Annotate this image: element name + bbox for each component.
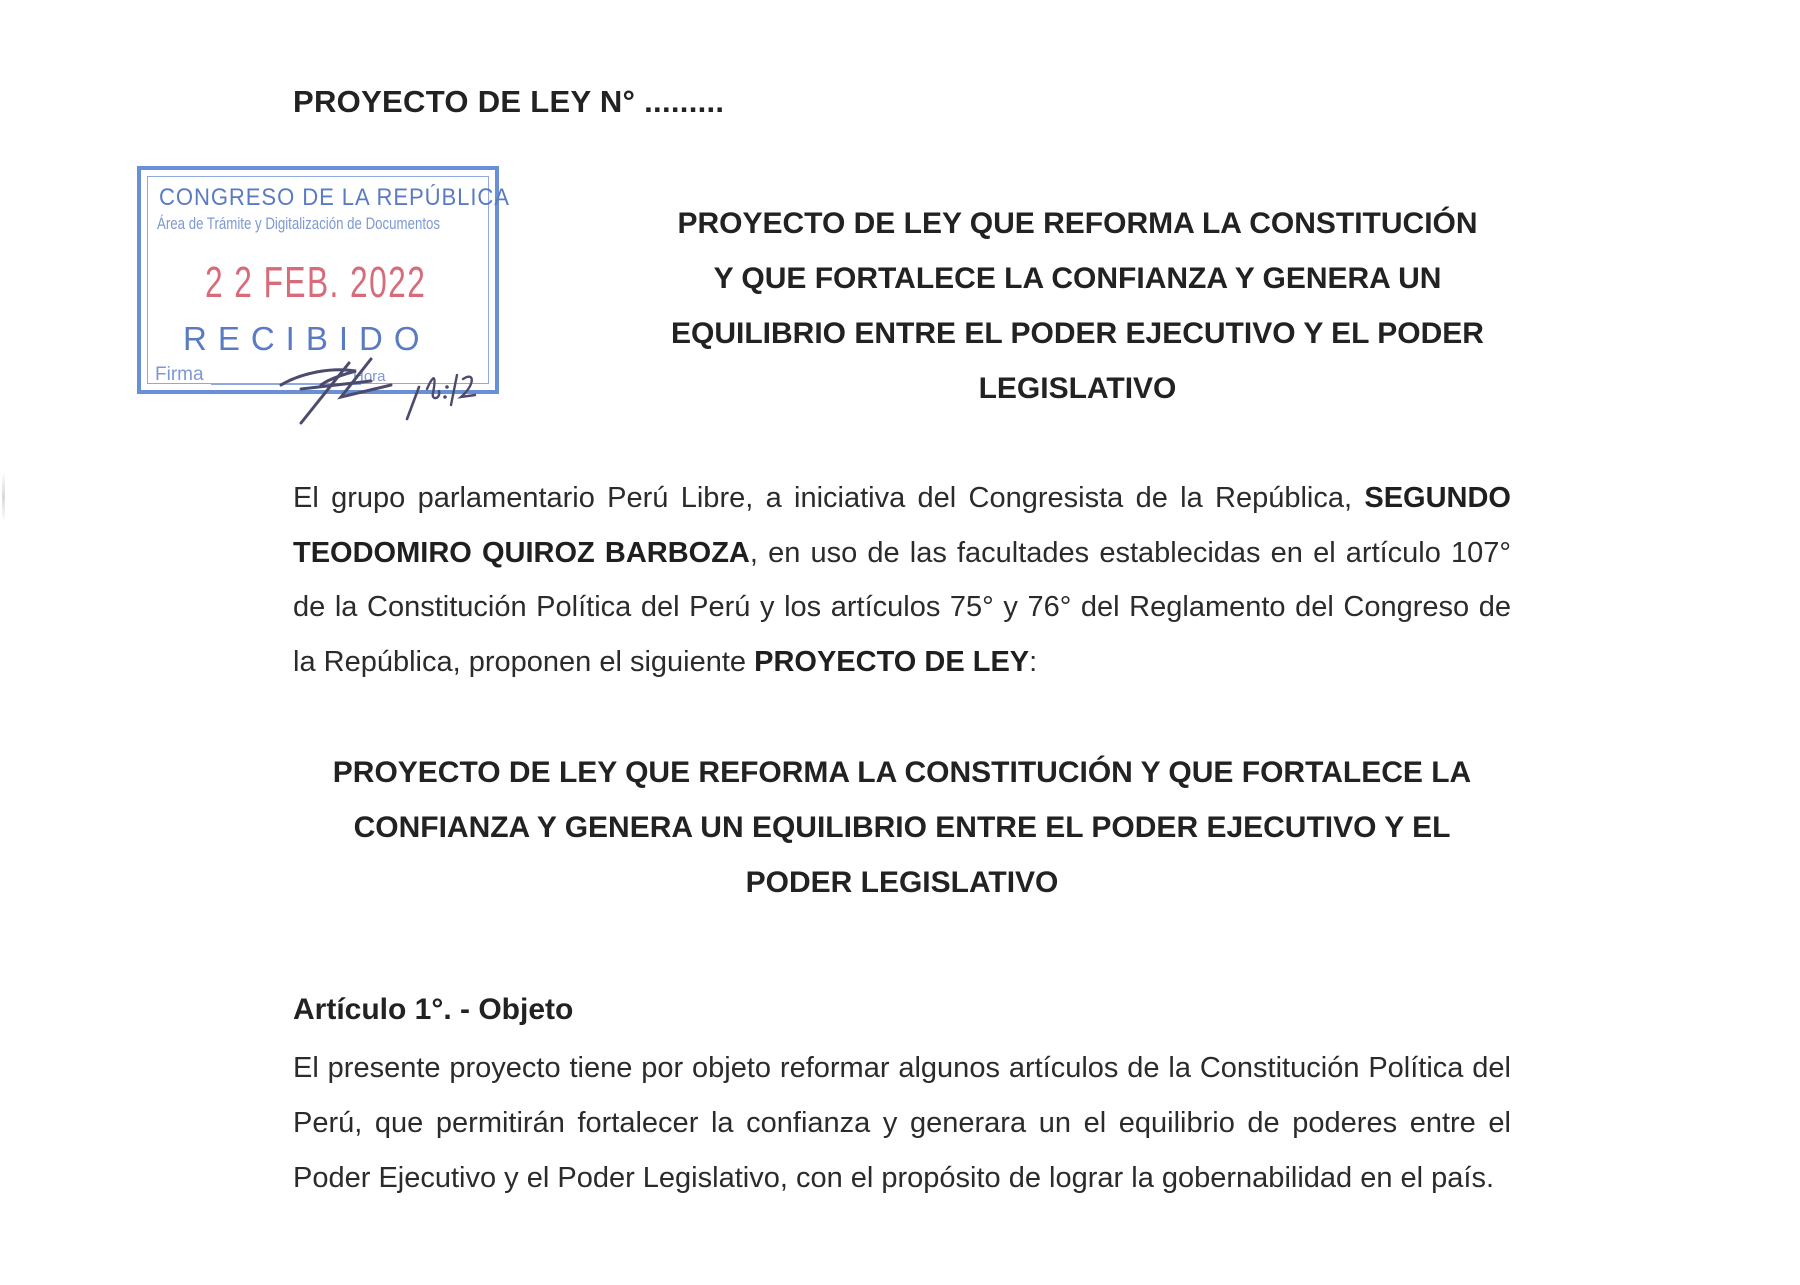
scan-edge-mark [2, 472, 5, 522]
bill-title-line: PODER LEGISLATIVO [745, 866, 1059, 899]
intro-text: , en uso de las facultades establecidas en el artículo 107° de la Constitución Política del Perú y los artículos 75° y 76° del Reglamento del Congreso de la República, proponen el siguiente [293, 536, 1512, 678]
stamp-date: 2 2 FEB. 2022 [205, 258, 427, 307]
bill-title-line: CONFIANZA Y GENERA UN EQUILIBRIO ENTRE EL PODER EJECUTIVO Y EL [353, 811, 1451, 844]
stamp-organization: CONGRESO DE LA REPÚBLICA [159, 184, 510, 211]
article-1-body: El presente proyecto tiene por objeto reformar algunos artículos de la Constitución Política del Perú, que permitirán fortalecer la confianza y generara un el equilibrio de poderes entre el Poder Ejecutivo y el Poder Legislativo, con el propósito de lograr la gobernabilidad en el país. [293, 1052, 1511, 1194]
main-title-line: LEGISLATIVO [978, 372, 1177, 405]
stamp-firma-label: Firma [155, 364, 204, 385]
main-title-line: PROYECTO DE LEY QUE REFORMA LA CONSTITUCIÓN [677, 207, 1478, 240]
congresista-name: SEGUNDO TEODOMIRO QUIROZ BARBOZA [293, 482, 1511, 569]
stamp-area: Área de Trámite y Digitalización de Documentos [157, 214, 441, 233]
intro-colon: : [1029, 645, 1038, 678]
main-title-line: EQUILIBRIO ENTRE EL PODER EJECUTIVO Y EL PODER [671, 317, 1484, 350]
stamp-status: RECIBIDO [183, 320, 431, 357]
article-1-heading: Artículo 1°. - Objeto [293, 993, 574, 1026]
bill-title-line: PROYECTO DE LEY QUE REFORMA LA CONSTITUCIÓN Y QUE FORTALECE LA [332, 756, 1472, 789]
intro-paragraph [293, 471, 1511, 689]
handwritten-signature-icon [261, 345, 481, 425]
received-stamp [137, 166, 510, 394]
main-title [640, 196, 1515, 416]
bill-title [293, 745, 1511, 910]
bill-number-label: PROYECTO DE LEY N° ......... [293, 84, 725, 119]
intro-text: El grupo parlamentario Perú Libre, a iniciativa del Congresista de la República, [293, 482, 1365, 514]
stamp-hora-label: Hora [353, 368, 386, 385]
main-title-line: Y QUE FORTALECE LA CONFIANZA Y GENERA UN [713, 262, 1442, 295]
intro-bold-end: PROYECTO DE LEY [754, 645, 1030, 678]
